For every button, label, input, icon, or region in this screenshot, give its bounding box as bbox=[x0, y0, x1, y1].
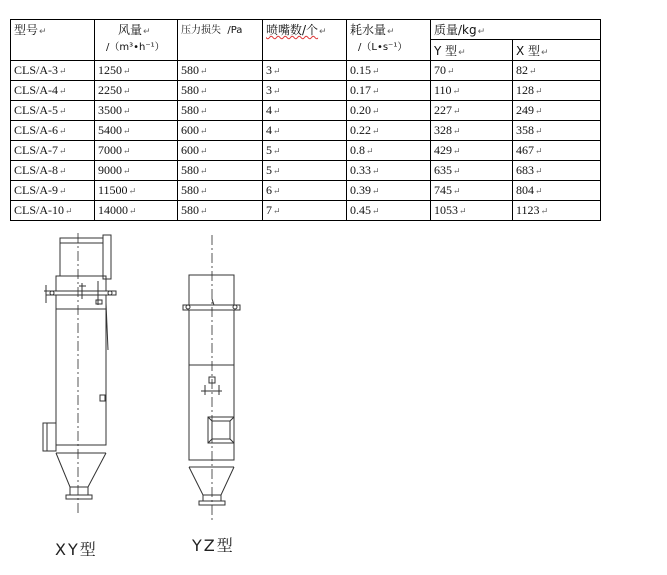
cell-water: 0.33↵ bbox=[347, 161, 431, 181]
cell-model: CLS/A-7↵ bbox=[11, 141, 95, 161]
cell-nozzles: 6↵ bbox=[263, 181, 347, 201]
header-water: 耗水量↵ /（L•s⁻¹） bbox=[347, 20, 431, 61]
cell-water: 0.39↵ bbox=[347, 181, 431, 201]
cell-model: CLS/A-8↵ bbox=[11, 161, 95, 181]
cell-water: 0.17↵ bbox=[347, 81, 431, 101]
table-row bbox=[11, 121, 601, 141]
cell-nozzles: 5↵ bbox=[263, 141, 347, 161]
cell-nozzles: 4↵ bbox=[263, 121, 347, 141]
cell-nozzles: 5↵ bbox=[263, 161, 347, 181]
cell-airflow: 5400↵ bbox=[95, 121, 178, 141]
cell-y: 1053↵ bbox=[431, 201, 513, 221]
header-nozzles: 喷嘴数/个↵ bbox=[263, 20, 347, 61]
cell-water: 0.20↵ bbox=[347, 101, 431, 121]
cell-pressure: 580↵ bbox=[178, 161, 263, 181]
header-airflow: 风量↵ /（m³•h⁻¹） bbox=[95, 20, 178, 61]
cell-x: 358↵ bbox=[513, 121, 601, 141]
cell-model: CLS/A-6↵ bbox=[11, 121, 95, 141]
cell-nozzles: 4↵ bbox=[263, 101, 347, 121]
header-model: 型号↵ bbox=[11, 20, 95, 61]
cell-x: 683↵ bbox=[513, 161, 601, 181]
cell-x: 467↵ bbox=[513, 141, 601, 161]
cell-y: 328↵ bbox=[431, 121, 513, 141]
table-row bbox=[11, 81, 601, 101]
cell-model: CLS/A-5↵ bbox=[11, 101, 95, 121]
cell-pressure: 580↵ bbox=[178, 201, 263, 221]
cell-x: 128↵ bbox=[513, 81, 601, 101]
cell-pressure: 600↵ bbox=[178, 121, 263, 141]
cell-x: 804↵ bbox=[513, 181, 601, 201]
table-row bbox=[11, 141, 601, 161]
header-pressure: 压力损失 /Pa bbox=[178, 20, 263, 61]
cell-y: 110↵ bbox=[431, 81, 513, 101]
cell-y: 227↵ bbox=[431, 101, 513, 121]
header-mass-x: X 型↵ bbox=[513, 40, 601, 61]
cell-water: 0.8↵ bbox=[347, 141, 431, 161]
cell-x: 82↵ bbox=[513, 61, 601, 81]
cell-airflow: 9000↵ bbox=[95, 161, 178, 181]
header-mass: 质量/kg↵ bbox=[431, 20, 601, 40]
cell-nozzles: 3↵ bbox=[263, 81, 347, 101]
cell-airflow: 14000↵ bbox=[95, 201, 178, 221]
cell-airflow: 11500↵ bbox=[95, 181, 178, 201]
cell-model: CLS/A-3↵ bbox=[11, 61, 95, 81]
table-row bbox=[11, 201, 601, 221]
cell-pressure: 580↵ bbox=[178, 61, 263, 81]
xy-drawing bbox=[43, 233, 116, 515]
cell-model: CLS/A-10↵ bbox=[11, 201, 95, 221]
table-row bbox=[11, 61, 601, 81]
cell-pressure: 600↵ bbox=[178, 141, 263, 161]
table-row bbox=[11, 101, 601, 121]
cell-y: 635↵ bbox=[431, 161, 513, 181]
caption-xy: XY型 bbox=[55, 540, 98, 559]
spec-table bbox=[10, 19, 601, 221]
equipment-drawings bbox=[0, 225, 667, 575]
cell-model: CLS/A-9↵ bbox=[11, 181, 95, 201]
cell-y: 429↵ bbox=[431, 141, 513, 161]
cell-nozzles: 3↵ bbox=[263, 61, 347, 81]
caption-yz: YZ型 bbox=[192, 536, 235, 555]
cell-water: 0.15↵ bbox=[347, 61, 431, 81]
cell-pressure: 580↵ bbox=[178, 181, 263, 201]
cell-x: 1123↵ bbox=[513, 201, 601, 221]
cell-airflow: 3500↵ bbox=[95, 101, 178, 121]
cell-pressure: 580↵ bbox=[178, 81, 263, 101]
cell-airflow: 7000↵ bbox=[95, 141, 178, 161]
cell-model: CLS/A-4↵ bbox=[11, 81, 95, 101]
yz-drawing bbox=[183, 235, 240, 520]
table-row bbox=[11, 181, 601, 201]
cell-airflow: 2250↵ bbox=[95, 81, 178, 101]
cell-y: 70↵ bbox=[431, 61, 513, 81]
cell-airflow: 1250↵ bbox=[95, 61, 178, 81]
cell-pressure: 580↵ bbox=[178, 101, 263, 121]
header-mass-y: Y 型↵ bbox=[431, 40, 513, 61]
table-row bbox=[11, 161, 601, 181]
cell-y: 745↵ bbox=[431, 181, 513, 201]
cell-x: 249↵ bbox=[513, 101, 601, 121]
cell-water: 0.22↵ bbox=[347, 121, 431, 141]
cell-water: 0.45↵ bbox=[347, 201, 431, 221]
cell-nozzles: 7↵ bbox=[263, 201, 347, 221]
